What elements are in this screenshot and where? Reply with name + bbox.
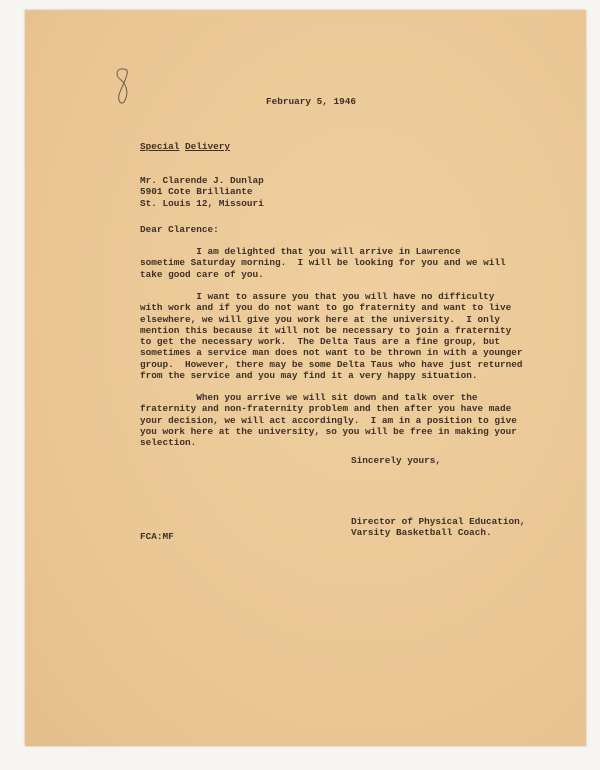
line: mention this because it will not be necessary to join a fraternity bbox=[140, 324, 512, 336]
line: I am delighted that you will arrive in Lawrence bbox=[140, 246, 461, 257]
line: with work and if you do not want to go fraternity and want to live bbox=[140, 302, 512, 314]
typist-initials: FCA:MF bbox=[140, 531, 174, 542]
letter-date: February 5, 1946 bbox=[266, 96, 357, 107]
line: your decision, we will act accordingly. I am in a position to give bbox=[140, 414, 517, 426]
line: from the service and you may find it a very happy situation. bbox=[140, 370, 478, 382]
line: sometimes a service man does not want to be thrown in with a younger bbox=[140, 347, 523, 359]
line: selection. bbox=[140, 437, 197, 449]
line: fraternity and non-fraternity problem and then after you have made bbox=[140, 403, 512, 415]
delivery-word-1: Special bbox=[140, 141, 180, 152]
title-line: Director of Physical Education, bbox=[351, 516, 526, 527]
paragraph-1 bbox=[140, 246, 506, 280]
recipient-city: St. Louis 12, Missouri bbox=[140, 197, 264, 209]
signature-title bbox=[351, 516, 525, 539]
line: I want to assure you that you will have no difficulty bbox=[140, 291, 495, 302]
handwritten-mark bbox=[112, 66, 134, 106]
salutation: Dear Clarence: bbox=[140, 224, 219, 235]
recipient-street: 5901 Cote Brilliante bbox=[140, 186, 253, 198]
delivery-note bbox=[140, 141, 230, 152]
paragraph-2 bbox=[140, 291, 523, 381]
line: sometime Saturday morning. I will be looking for you and we will bbox=[140, 257, 506, 269]
paragraph-3 bbox=[140, 392, 517, 448]
line: elsewhere, we will give you work here at the university. I only bbox=[140, 313, 501, 325]
line: group. However, there may be some Delta Taus who have just returned bbox=[140, 358, 523, 370]
line: When you arrive we will sit down and talk over the bbox=[140, 392, 478, 403]
line: to get the necessary work. The Delta Taus are a fine group, but bbox=[140, 336, 501, 348]
closing: Sincerely yours, bbox=[351, 455, 442, 466]
line: you work here at the university, so you will be free in making your bbox=[140, 425, 517, 437]
line: take good care of you. bbox=[140, 268, 264, 280]
recipient-address bbox=[140, 175, 264, 209]
title-line: Varsity Basketball Coach. bbox=[351, 527, 492, 539]
recipient-name: Mr. Clarende J. Dunlap bbox=[140, 175, 264, 186]
delivery-word-2: Delivery bbox=[185, 141, 231, 152]
